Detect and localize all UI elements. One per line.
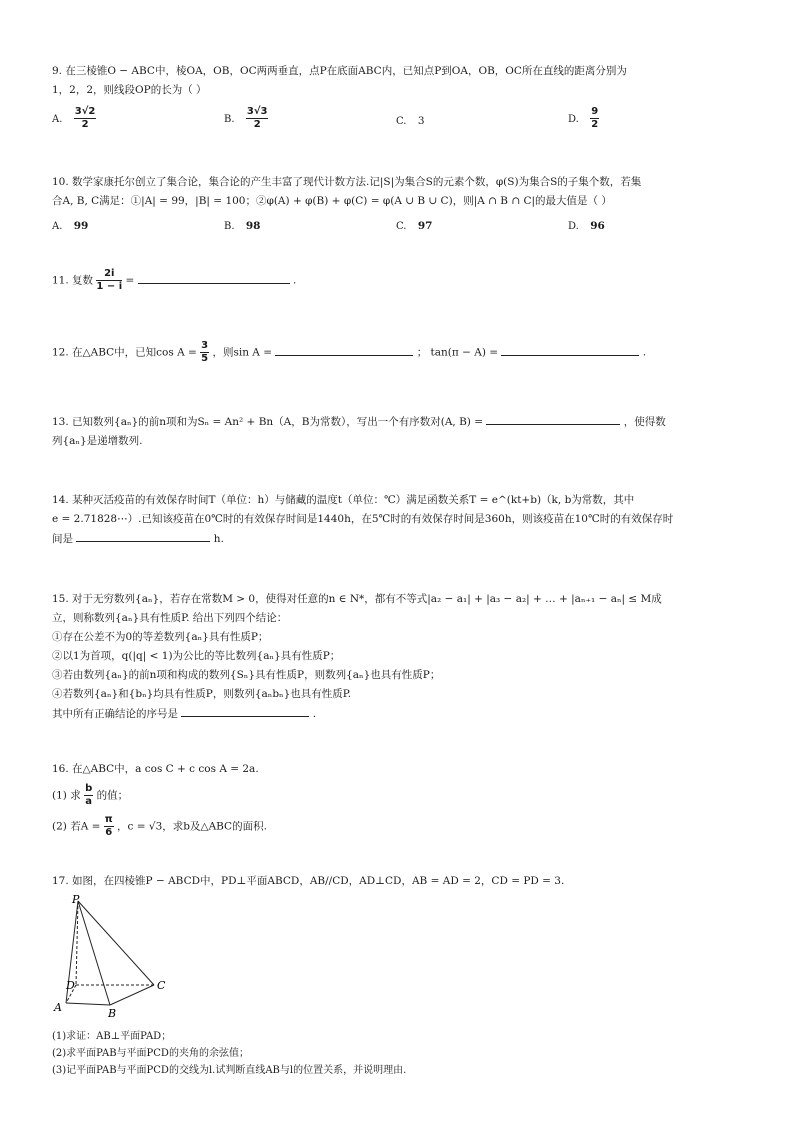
vertex-label-d: D [66, 979, 75, 992]
question-12: 12. 在△ABC中，已知cos A = $\frac{3}{5}$ ，则sin A = ； tan(π − A) = . [52, 340, 647, 364]
question-15: 15. 对于无穷数列{aₙ}，若存在常数M > 0，使得对任意的n ∈ N*，都有不等式|a₂ − a₁| + |a₃ − a₂| + … + |aₙ₊₁ − aₙ| ≤ M成 立，则称数列{aₙ}具有性质P. 给出下列四个结论： ①存在公差不为0的等差数列{aₙ}具有性质P； ②以1为首项，q(|q| < 1)为公比的等比数列{aₙ}具有性质P； ③若由数列{aₙ}的前n项和构成的数列{Sₙ}具有性质P，则数列{aₙ}也具有性质P； ④若数列{aₙ}和{bₙ}均具有性质P，则数列{aₙbₙ}也具有性质P. 其中所有正确结论的序号是 . [52, 590, 742, 724]
q14-answer-blank[interactable] [76, 529, 210, 542]
q16-fraction-pi-over-6: $\frac{\pi}{6}$ [104, 814, 113, 838]
vertex-label-c: C [157, 979, 166, 992]
vertex-label-a: A [54, 1001, 62, 1014]
vertex-label-b: B [108, 1007, 117, 1020]
question-11: 11. 复数 $\frac{2i}{1 - i}$ = . [52, 268, 297, 292]
edge-ab [66, 1003, 110, 1005]
q10-stem-line1: 10. 数学家康托尔创立了集合论，集合论的产生丰富了现代计数方法.记|S|为集合S的元素个数，φ(S)为集合S的子集个数，若集 [52, 176, 642, 188]
q12-sin-answer-blank[interactable] [275, 343, 413, 356]
q9-choices [52, 106, 742, 132]
q17-part-3: (3)记平面PAB与平面PCD的交线为l.试判断直线AB与l的位置关系，并说明理由. [52, 1065, 407, 1076]
q10-choice-b[interactable]: B. 98 [224, 220, 261, 232]
q12-tan-answer-blank[interactable] [501, 343, 639, 356]
question-14: 14. 某种灭活疫苗的有效保存时间T（单位：h）与储藏的温度t（单位：℃）满足函数关系T = e^(kt+b)（k, b为常数，其中 e = 2.71828⋯）.已知该疫苗在0℃时的有效保存时间是1440h，在5℃时的有效保存时间是360h，则该疫苗在10℃时的有效保存时 间是 h. [52, 494, 674, 545]
edge-bc [110, 985, 154, 1005]
q13-answer-blank[interactable] [486, 412, 620, 425]
q9-stem-line1: 9. 在三棱锥O − ABC中，棱OA，OB，OC两两垂直，点P在底面ABC内，已知点P到OA，OB，OC所在直线的距离分别为 [52, 65, 627, 77]
q15-statement-4: ④若数列{aₙ}和{bₙ}均具有性质P，则数列{aₙbₙ}也具有性质P. [52, 688, 352, 700]
q15-answer-blank[interactable] [181, 704, 309, 717]
q16-part-1: (1) 求 $\frac{b}{a}$ 的值； [52, 783, 129, 807]
edge-pc [78, 901, 154, 985]
q9-stem-line2: 1，2，2，则线段OP的长为（ ） [52, 84, 207, 96]
pyramid-figure [50, 893, 180, 1023]
q9-choice-a-frac: $\frac{3√2}{2}$ [74, 106, 96, 130]
q9-choice-b-frac: $\frac{3√3}{2}$ [246, 106, 268, 130]
question-17: 17. 如图，在四棱锥P − ABCD中，PD⊥平面ABCD，AB//CD，AD⊥CD，AB = AD = 2，CD = PD = 3. [52, 875, 565, 887]
q10-stem-line2: 合A, B, C满足：①|A| = 99，|B| = 100；②φ(A) + φ(B) + φ(C) = φ(A ∪ B ∪ C)，则|A ∩ B ∩ C|的最大值是（ ） [52, 195, 612, 207]
q9-choice-d-frac: $\frac{9}{2}$ [591, 106, 599, 130]
question-16: 16. 在△ABC中，a cos C + c cos A = 2a. (1) 求 $\frac{b}{a}$ 的值； (2) 若A = $\frac{\pi}{6}$ ，c = √3，求b及△ABC的面积. [52, 760, 742, 839]
q9-choice-a[interactable]: A. $\frac{3√2}{2}$ [52, 106, 96, 130]
q9-choice-c[interactable]: C. 3 [396, 115, 425, 127]
q15-statement-3: ③若由数列{aₙ}的前n项和构成的数列{Sₙ}具有性质P，则数列{aₙ}也具有性质P； [52, 669, 441, 681]
q9-choice-d[interactable]: D. $\frac{9}{2}$ [568, 106, 599, 130]
q15-statement-2: ②以1为首项，q(|q| < 1)为公比的等比数列{aₙ}具有性质P； [52, 650, 341, 662]
edge-pb [78, 901, 110, 1005]
question-13: 13. 已知数列{aₙ}的前n项和为Sₙ = An² + Bn（A，B为常数），写出一个有序数对(A, B) = ，使得数 列{aₙ}是递增数列. [52, 412, 742, 451]
q10-choice-c[interactable]: C. 97 [396, 220, 433, 232]
q10-choices [52, 217, 742, 243]
q11-fraction: $\frac{2i}{1 - i}$ [96, 268, 123, 292]
vertex-label-p: P [72, 893, 80, 906]
q11-answer-blank[interactable] [138, 271, 290, 284]
q17-part-2: (2)求平面PAB与平面PCD的夹角的余弦值； [52, 1048, 249, 1059]
question-9 [52, 62, 742, 132]
q10-choice-d[interactable]: D. 96 [568, 220, 605, 232]
q15-statement-1: ①存在公差不为0的等差数列{aₙ}具有性质P； [52, 631, 269, 643]
q16-fraction-b-over-a: $\frac{b}{a}$ [85, 783, 93, 807]
q17-parts [52, 1028, 742, 1079]
q10-choice-a[interactable]: A. 99 [52, 220, 89, 232]
q12-fraction: $\frac{3}{5}$ [201, 340, 209, 364]
q9-choice-b[interactable]: B. $\frac{3√3}{2}$ [224, 106, 268, 130]
q16-part-2: (2) 若A = $\frac{\pi}{6}$ ，c = √3，求b及△ABC的面积. [52, 814, 267, 838]
question-10 [52, 173, 742, 243]
q17-part-1: (1)求证：AB⊥平面PAD； [52, 1031, 172, 1042]
